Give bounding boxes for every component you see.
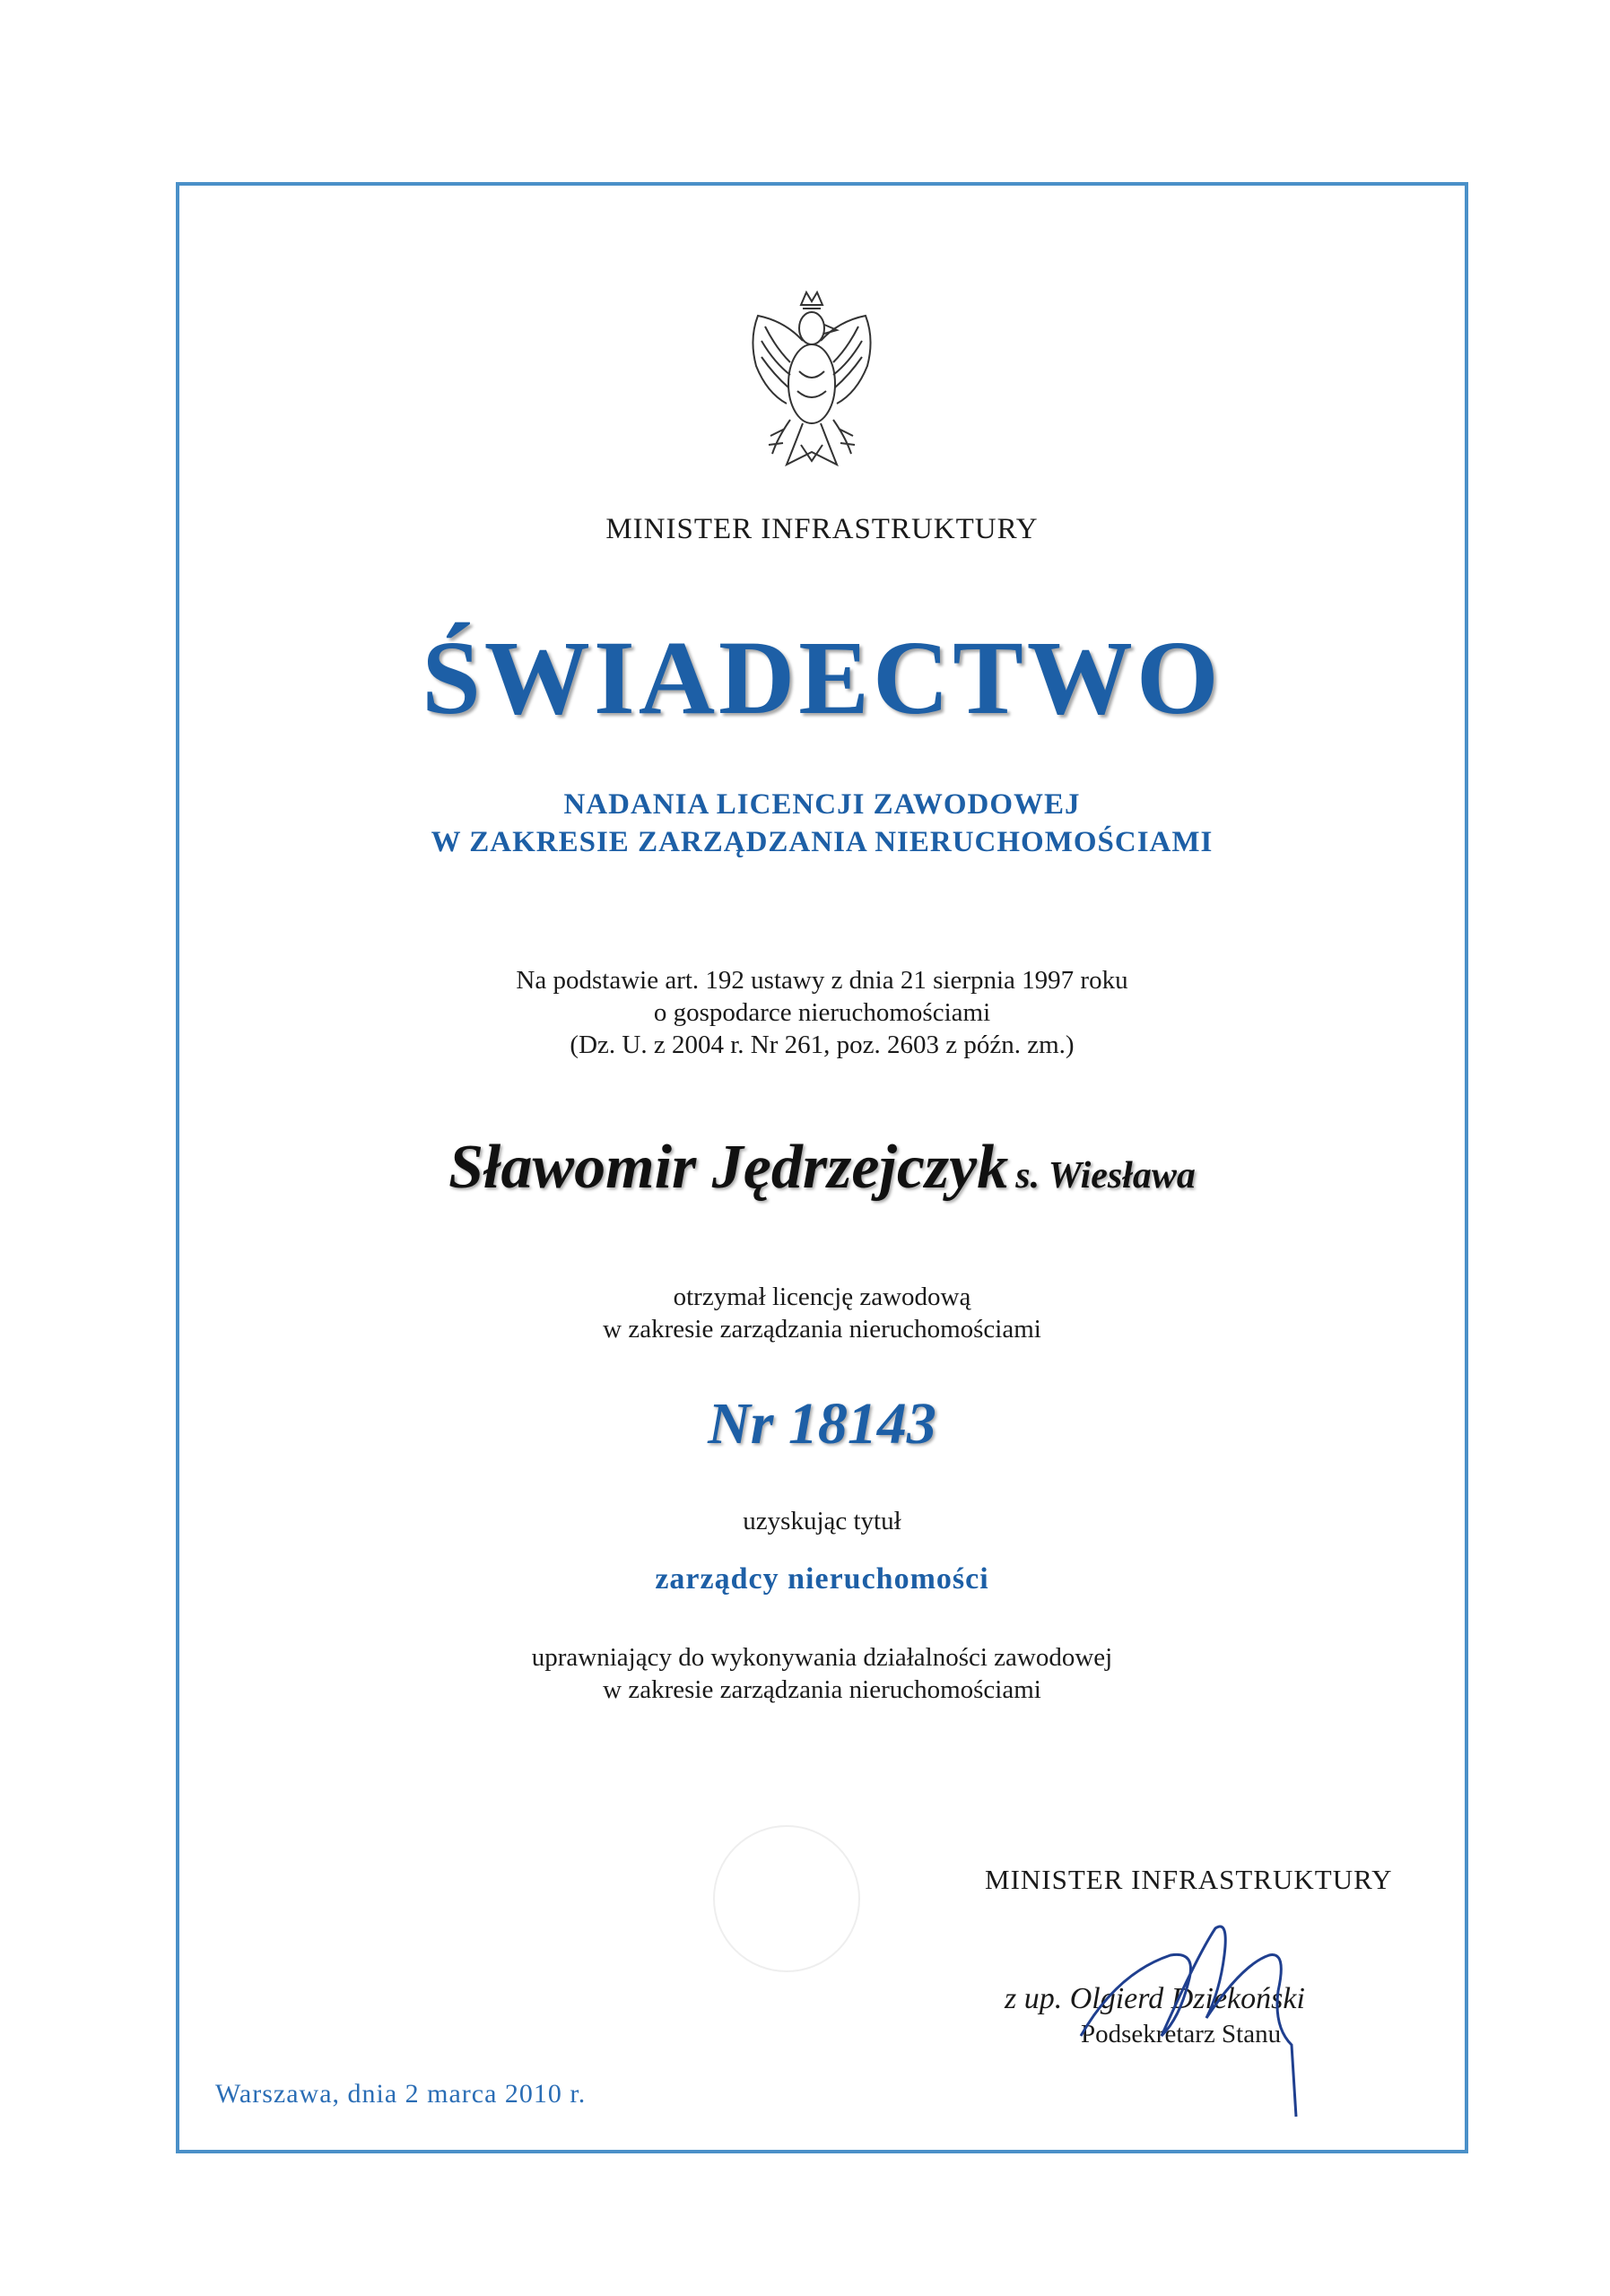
professional-title: zarządcy nieruchomości (655, 1562, 989, 1596)
holder-name: Sławomir Jędrzejczyk (448, 1133, 1009, 1202)
issuing-authority: MINISTER INFRASTRUKTURY (605, 513, 1039, 545)
subtitle-line-2: W ZAKRESIE ZARZĄDZANIA NIERUCHOMOŚCIAMI (431, 826, 1214, 858)
certificate-subtitle (176, 786, 1468, 861)
handwritten-signature (1063, 1901, 1332, 2126)
entitlement-line-1: uprawniający do wykonywania działalności zawodowej (531, 1643, 1113, 1672)
signatory-authority: MINISTER INFRASTRUKTURY (985, 1864, 1393, 1895)
signatory-proxy: z up. Olgierd Dziekoński (1005, 1982, 1305, 2015)
certificate-title: ŚWIADECTWO (422, 619, 1223, 736)
received-statement (176, 1281, 1468, 1345)
signatory-position: Podsekretarz Stanu (1081, 2020, 1282, 2048)
legal-basis (176, 964, 1468, 1061)
legal-basis-line-3: (Dz. U. z 2004 r. Nr 261, poz. 2603 z późn. zm.) (570, 1031, 1075, 1059)
place-and-date: Warszawa, dnia 2 marca 2010 r. (215, 2079, 587, 2109)
gaining-title-text: uzyskując tytuł (743, 1507, 901, 1535)
embossed-seal-icon (713, 1825, 860, 1972)
holder-patronym: s. Wiesława (1015, 1155, 1196, 1196)
received-line-2: w zakresie zarządzania nieruchomościami (603, 1315, 1041, 1344)
entitlement-statement (176, 1641, 1468, 1706)
received-line-1: otrzymał licencję zawodową (673, 1283, 971, 1311)
entitlement-line-2: w zakresie zarządzania nieruchomościami (603, 1675, 1041, 1704)
legal-basis-line-2: o gospodarce nieruchomościami (653, 998, 991, 1027)
legal-basis-line-1: Na podstawie art. 192 ustawy z dnia 21 sierpnia 1997 roku (516, 966, 1128, 995)
subtitle-line-1: NADANIA LICENCJI ZAWODOWEJ (563, 788, 1081, 821)
white-eagle-emblem-icon (731, 285, 892, 474)
license-number: Nr 18143 (708, 1391, 936, 1457)
holder-name-line (176, 1132, 1468, 1204)
